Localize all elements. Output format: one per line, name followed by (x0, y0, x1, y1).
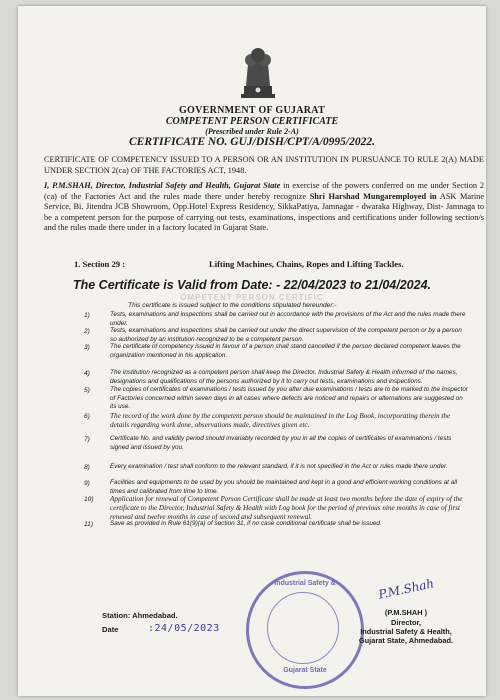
recognition-paragraph (44, 181, 484, 234)
certificate-title: COMPETENT PERSON CERTIFICATE (165, 116, 339, 127)
condition-number: 10) (84, 496, 94, 503)
ashoka-emblem-icon (236, 42, 280, 100)
bleed-through-text: . (218, 596, 220, 602)
condition-text: Every examination / test shall conform to the relevant standard, if it is not specified in the Act or rules made there under. (110, 463, 448, 470)
condition-text: Save as provided in Rule 61(9)(a) of section 31, if no case conditional certificate shall be issued. (110, 520, 382, 527)
officer-state: Gujarat State, Ahmedabad. (358, 636, 454, 645)
employer-address: ASK Marine Service, Bi. Jitendra JCB Showroom, Opp.Hotel Express Residency, SikkaPatiya, Jamnagar - dwaraka Highway, Dist- Jamnaga to be a competent person for the purpose of carrying out tests, examinations, inspections and certifications under following section/s and the rules made there under in a factory located in Gujarat State. (44, 191, 485, 232)
officer-name: (P.M.SHAH ) (384, 608, 428, 617)
signature: P.M.Shah (377, 576, 436, 602)
condition-number: 2) (84, 328, 90, 335)
faint-watermark-text: OMPETENT PERSON CERTIFIC (180, 293, 324, 302)
condition-number: 4) (84, 370, 90, 377)
validity-line: The Certificate is Valid from Date: - 22/04/2023 to 21/04/2024. (72, 278, 432, 292)
condition-text: Application for renewal of Competent Person Certificate shall be made at least two months before the date of expiry of the certificate to the Director, Industrial Safety & Health with Log book for the period of previous nine months in case of first renewal and twelve months in case of second and subsequent renewal. (110, 495, 463, 521)
condition-number: 11) (84, 521, 94, 528)
government-heading: GOVERNMENT OF GUJARAT (178, 105, 326, 116)
officer-department: Industrial Safety & Health, (360, 627, 452, 636)
condition-text: The institution recognized as a competent person shall keep the Director, Industrial Safety & Health informed of the names, designations and qualifications of the persons authorized by it to carry out tests, examinations and inspections. (110, 369, 458, 385)
issue-date: :24/05/2023 (148, 623, 220, 634)
condition-text: The record of the work done by the competent person should be maintained in the Log Book, incorporating therein the details regarding work done, observations made, directives given etc. (110, 412, 451, 429)
issuer-text: I, P.M.SHAH, Director, Industrial Safety and Health, Gujarat State (44, 181, 281, 190)
condition-text: Facilities and equipments to be used by you should be maintained and kept in a good and efficient working conditions at all times and calibrated from time to time. (110, 479, 458, 495)
condition-number: 9) (84, 480, 90, 487)
condition-text: The copies of certificates of examinations / tests issued by you after due examinations / tests are to be marked to the Inspector of Factories concerned within seven days in all cases where defects are noticed and repairs or alternations are suggested on its use. (110, 386, 469, 411)
condition-number: 1) (84, 312, 90, 319)
condition-text: Certificate No. and validity period should invariably recorded by you in all the copies of certificates of examinations / tests signed and issued by you. (110, 435, 452, 451)
condition-text: The certificate of competency issued in favour of a person shall stand cancelled if the person declared competent leaves the organization mentioned in his application. (110, 343, 461, 359)
section-label: 1. Section 29 : (74, 259, 126, 269)
condition-text: Tests, examinations and inspections shall be carried out under the direct supervision of the competent person or by a person so authorized by an institution recognized to be a competent person. (110, 327, 462, 343)
condition-number: 8) (84, 464, 90, 471)
condition-number: 5) (84, 387, 90, 394)
condition-number: 6) (84, 413, 90, 420)
conditions-intro: This certificate is issued subject to the conditions stipulated hereunder:- (128, 302, 337, 309)
certificate-page (18, 6, 486, 696)
condition-number: 3) (84, 344, 90, 351)
date-label: Date (102, 625, 119, 634)
seal-inner-ring (267, 592, 339, 664)
section-value: Lifting Machines, Chains, Ropes and Lifting Tackles. (209, 259, 404, 269)
certificate-number: CERTIFICATE NO. GUJ/DISH/CPT/A/0995/2022. (128, 136, 375, 148)
condition-text: Tests, examinations and inspections shall be carried out in accordance with the provisions of the Act and the rules made there under. (110, 311, 466, 327)
prescribed-rule: (Prescribed under Rule 2-A) (205, 127, 299, 136)
recognition-text: in exercise of the powers conferred on me under Section 2 (ca) of the Factories Act and the rules made there under hereby recognize (44, 181, 484, 201)
recognized-person: Shri Harshad Mungaremployed in (309, 191, 437, 201)
seal-bottom-text: Gujarat State (283, 667, 327, 674)
intro-paragraph: CERTIFICATE OF COMPETENCY ISSUED TO A PERSON OR AN INSTITUTION IN PURSUANCE TO RULE 2(A) MADE UNDER SECTION 2(ca) OF THE FACTORIES ACT, 1948. (44, 155, 484, 175)
officer-title: Director, (391, 618, 421, 627)
seal-top-text: Industrial Safety & (274, 580, 336, 587)
station-label: Station: Ahmedabad. (102, 611, 178, 620)
condition-number: 7) (84, 436, 90, 443)
